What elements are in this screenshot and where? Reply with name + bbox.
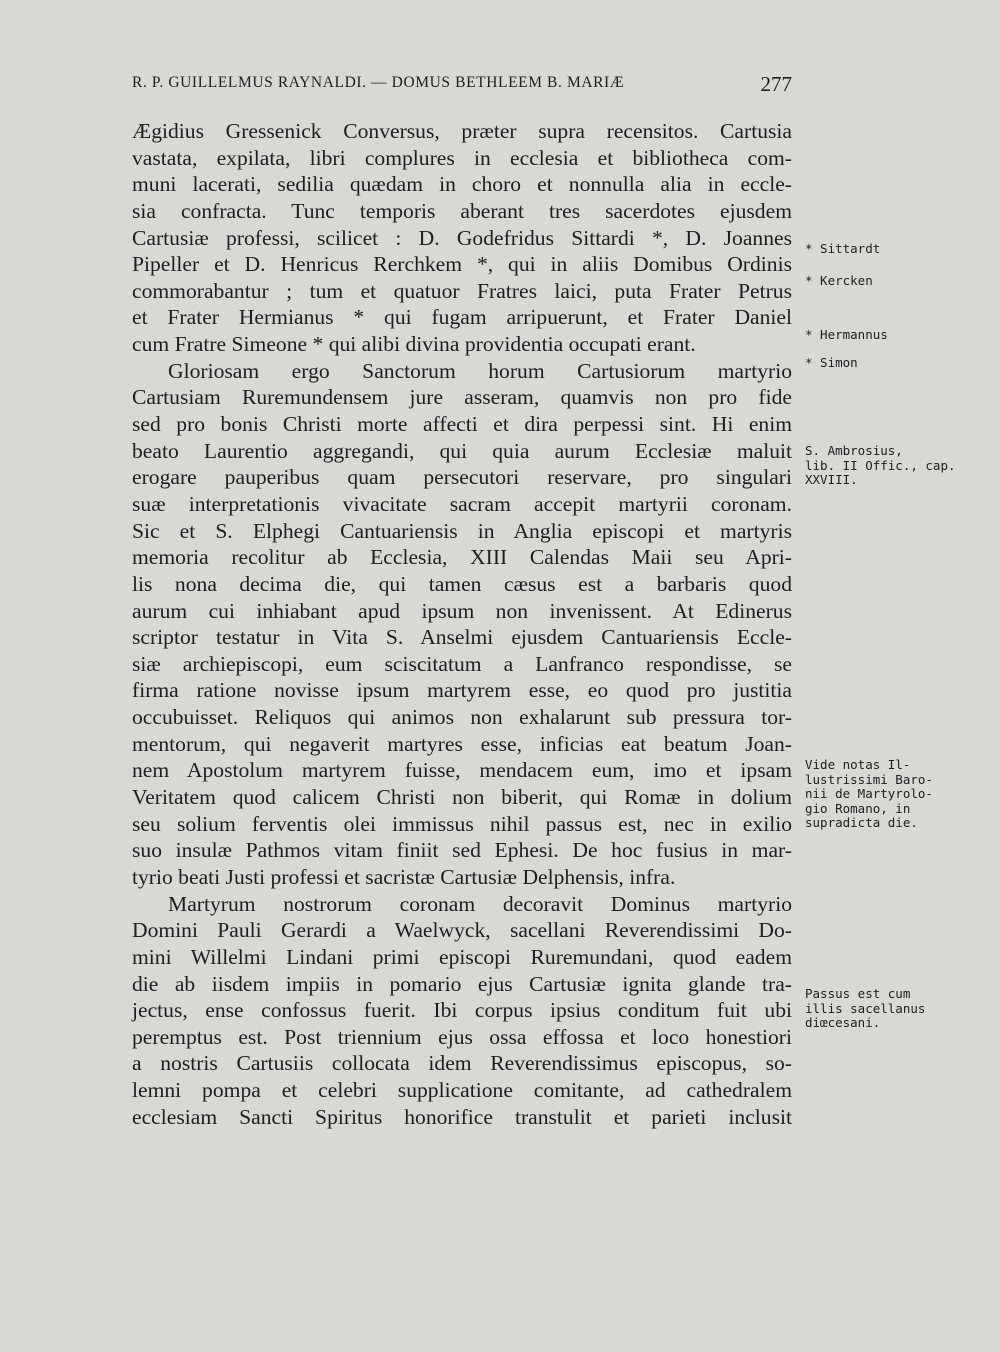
running-head bbox=[132, 72, 792, 96]
text-line: sed pro bonis Christi morte affecti et dira perpessi sint. Hi enim bbox=[132, 412, 792, 437]
text-line: Martyrum nostrorum coronam decoravit Dominus martyrio bbox=[168, 891, 792, 916]
running-title: R. P. GUILLELMUS RAYNALDI. — DOMUS BETHLEEM B. MARIÆ bbox=[132, 74, 625, 91]
text-line: Gloriosam ergo Sanctorum horum Cartusiorum martyrio bbox=[168, 358, 792, 383]
text-line: vastata, expilata, libri complures in ecclesia et bibliotheca com- bbox=[132, 145, 792, 170]
text-line: sia confracta. Tunc temporis aberant tres sacerdotes ejusdem bbox=[132, 198, 792, 223]
note-line: supradicta die. bbox=[805, 815, 918, 830]
text-line: cum Fratre Simeone * qui alibi divina providentia occupati erant. bbox=[132, 332, 696, 357]
text-line: seu solium ferventis olei immissus nihil passus est, nec in exilio bbox=[132, 811, 792, 836]
text-line: occubuisset. Reliquos qui animos non exhalarunt sub pressura tor- bbox=[132, 705, 792, 730]
note-line: gio Romano, in bbox=[805, 800, 911, 816]
text-line: die ab iisdem impiis in pomario ejus Cartusiæ ignita glande tra- bbox=[132, 971, 792, 996]
text-line: muni lacerati, sedilia quædam in choro et nonnulla alia in eccle- bbox=[132, 172, 792, 197]
text-line: siæ archiepiscopi, eum sciscitatum a Lanfranco respondisse, se bbox=[132, 651, 792, 676]
note-line: lib. II Offic., cap. bbox=[805, 457, 956, 473]
text-line: lis nona decima die, qui tamen cæsus est a barbaris quod bbox=[132, 571, 792, 596]
note-line: lustrissimi Baro- bbox=[805, 771, 933, 787]
text-line: jectus, ense confossus fuerit. Ibi corpus ipsius conditum fuit ubi bbox=[132, 998, 792, 1023]
margin-note-sittardt: * Sittardt bbox=[805, 241, 881, 256]
margin-note-hermannus: * Hermannus bbox=[805, 327, 888, 342]
text-line: peremptus est. Post triennium ejus ossa effossa et loco honestiori bbox=[132, 1024, 792, 1049]
text-line: lemni pompa et celebri supplicatione comitante, ad cathedralem bbox=[132, 1078, 792, 1103]
note-line: S. Ambrosius, bbox=[805, 443, 903, 458]
text-line: a nostris Cartusiis collocata idem Reverendissimus episcopus, so- bbox=[132, 1051, 792, 1076]
text-line: Cartusiæ professi, scilicet : D. Godefridus Sittardi *, D. Joannes bbox=[132, 225, 792, 250]
body-text bbox=[132, 118, 792, 1130]
text-line: Cartusiam Ruremundensem jure asseram, quamvis non pro fide bbox=[132, 385, 792, 410]
text-line: scriptor testatur in Vita S. Anselmi ejusdem Cantuariensis Eccle- bbox=[132, 625, 792, 650]
text-line: nem Apostolum martyrem fuisse, mendacem eum, imo et ipsam bbox=[132, 758, 792, 783]
text-line: commorabantur ; tum et quatuor Fratres laici, puta Frater Petrus bbox=[132, 278, 792, 303]
text-line: mini Willelmi Lindani primi episcopi Ruremundani, quod eadem bbox=[132, 944, 792, 969]
text-line: et Frater Hermianus * qui fugam arripuerunt, et Frater Daniel bbox=[132, 305, 792, 330]
text-line: Pipeller et D. Henricus Rerchkem *, qui in aliis Domibus Ordinis bbox=[132, 252, 792, 277]
note-line: nii de Martyrolo- bbox=[805, 786, 933, 801]
text-line: aurum cui inhiabant apud ipsum non invenissent. At Edinerus bbox=[132, 598, 792, 623]
margin-note-kercken: * Kercken bbox=[805, 273, 873, 288]
note-line: Vide notas Il- bbox=[805, 757, 911, 772]
text-line: mentorum, qui negaverit martyres esse, inficias eat beatum Joan- bbox=[132, 731, 792, 756]
text-line: suo insulæ Pathmos vitam finiit sed Ephesi. De hoc fusius in mar- bbox=[132, 838, 792, 863]
note-line: illis sacellanus bbox=[805, 1000, 926, 1016]
text-line: tyrio beati Justi professi et sacristæ Cartusiæ Delphensis, infra. bbox=[132, 864, 676, 889]
margin-note-passus bbox=[805, 987, 935, 1031]
note-line: Passus est cum bbox=[805, 986, 911, 1001]
text-line: suæ interpretationis vivacitate sacram accepit martyrii coronam. bbox=[132, 491, 792, 516]
margin-note-ambrosius bbox=[805, 443, 956, 488]
text-line: memoria recolitur ab Ecclesia, XIII Calendas Maii seu Apri- bbox=[132, 545, 792, 570]
text-line: Ægidius Gressenick Conversus, præter supra recensitos. Cartusia bbox=[132, 119, 792, 143]
text-line: erogare pauperibus quam persecutori reservare, pro singulari bbox=[132, 465, 792, 490]
text-line: Domini Pauli Gerardi a Waelwyck, sacellani Reverendissimi Do- bbox=[132, 918, 792, 943]
margin-note-baronius bbox=[805, 758, 935, 831]
text-line: beato Laurentio aggregandi, qui quia aurum Ecclesiæ maluit bbox=[132, 438, 792, 463]
text-line: Sic et S. Elphegi Cantuariensis in Anglia episcopi et martyris bbox=[132, 518, 792, 543]
page-number: 277 bbox=[760, 72, 792, 96]
note-line: XXVIII. bbox=[805, 472, 858, 487]
text-line: firma ratione novisse ipsum martyrem esse, eo quod pro justitia bbox=[132, 678, 792, 703]
note-line: diœcesani. bbox=[805, 1015, 881, 1030]
text-line: Veritatem quod calicem Christi non biberit, qui Romæ in dolium bbox=[132, 785, 792, 810]
margin-note-simon: * Simon bbox=[805, 355, 858, 370]
text-line: ecclesiam Sancti Spiritus honorifice transtulit et parieti inclusit bbox=[132, 1104, 792, 1129]
